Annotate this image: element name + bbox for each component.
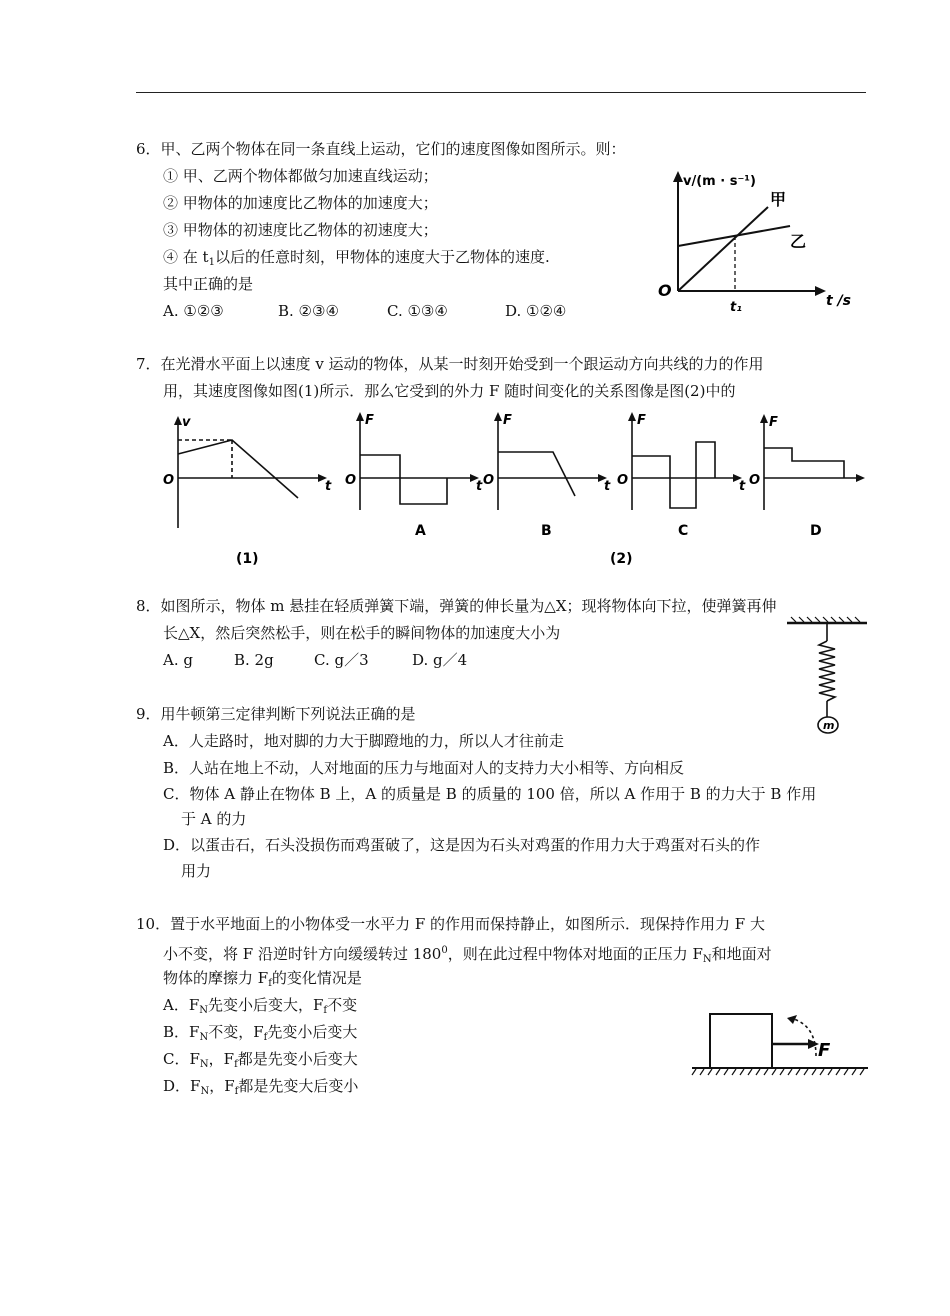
q7-figC-F-label: F bbox=[637, 413, 646, 428]
q9-option-c-line-2: 于 A 的力 bbox=[181, 810, 247, 828]
q9-option-a: A．人走路时，地对脚的力大于脚蹬地的力，所以人才往前走 bbox=[163, 732, 564, 750]
q7-figA-F-arrow bbox=[356, 412, 364, 421]
q7-figC-F-arrow bbox=[628, 412, 636, 421]
q7-figB-t-label: t bbox=[604, 479, 611, 494]
q8-option-b: B. 2g bbox=[234, 651, 274, 669]
q6-jia-label: 甲 bbox=[770, 190, 787, 209]
q6-y-label: v/(m · s⁻¹) bbox=[683, 174, 756, 189]
q8-option-a: A. g bbox=[163, 651, 193, 669]
q7-figA-force bbox=[360, 455, 447, 504]
q9-option-b: B．人站在地上不动，人对地面的压力与地面对人的支持力大小相等、方向相反 bbox=[163, 759, 685, 777]
q10-option-c: C．$F_N$，$F_f$都是先变小后变大 bbox=[163, 1050, 358, 1070]
q6-option-b: B. ②③④ bbox=[278, 302, 339, 320]
q7-figB-origin: O bbox=[483, 473, 495, 488]
q9-option-d-line-1: D．以蛋击石，石头没损伤而鸡蛋破了，这是因为石头对鸡蛋的作用力大于鸡蛋对石头的作 bbox=[163, 836, 761, 854]
q9-option-d-line-2: 用力 bbox=[181, 862, 212, 880]
q10-line-3: 物体的摩擦力 $F_f$的变化情况是 bbox=[163, 969, 362, 989]
q10-force-label: F bbox=[818, 1040, 831, 1061]
q7-figD-F-label: F bbox=[769, 415, 778, 430]
q7-label-c: C bbox=[678, 523, 689, 539]
q6-ask: 其中正确的是 bbox=[163, 275, 254, 293]
q8-spring-coil bbox=[819, 641, 835, 701]
q7-figD-origin: O bbox=[749, 473, 761, 488]
q6-yi-label: 乙 bbox=[790, 232, 807, 251]
q6-statement-4: ④ 在 $t_1$以后的任意时刻，甲物体的速度大于乙物体的速度. bbox=[163, 248, 550, 268]
q7-figD-t-arrow bbox=[856, 474, 865, 482]
q10-block-figure bbox=[690, 1010, 870, 1120]
q7-figD-force bbox=[764, 448, 844, 478]
q7-fig1-v-arrow bbox=[174, 416, 182, 425]
q9-option-c-line-1: C．物体 A 静止在物体 B 上，A 的质量是 B 的质量的 100 倍，所以 A 作用于 B 的力大于 B 作用 bbox=[163, 785, 817, 803]
q7-fig1-velocity-line bbox=[178, 440, 298, 498]
q8-option-c: C. g／3 bbox=[314, 651, 369, 669]
q7-figB-F-label: F bbox=[503, 413, 512, 428]
q7-fig1-v-label: v bbox=[182, 415, 191, 430]
q8-mass-label: m bbox=[823, 719, 835, 732]
q7-figC-force bbox=[632, 442, 715, 508]
q6-x-label: t /s bbox=[826, 293, 852, 309]
q10-line-2: 小不变，将 F 沿逆时针方向缓缓转过 $180^0$，则在此过程中物体对地面的正压力 $F_N$和地面对 bbox=[163, 945, 772, 965]
q9-stem: 9．用牛顿第三定律判断下列说法正确的是 bbox=[136, 705, 416, 723]
q7-label-b: B bbox=[541, 523, 552, 539]
q7-fig2-caption: (2) bbox=[610, 551, 633, 567]
q7-fig1-origin: O bbox=[163, 473, 175, 488]
q7-label-a: A bbox=[415, 523, 426, 539]
q6-line-yi bbox=[678, 226, 790, 246]
q7-figC-t-label: t bbox=[739, 479, 746, 494]
q6-option-c: C. ①③④ bbox=[387, 302, 448, 320]
q8-line-2: 长△X，然后突然松手，则在松手的瞬间物体的加速度大小为 bbox=[163, 624, 561, 642]
q7-figC-origin: O bbox=[617, 473, 629, 488]
q6-statement-1: ① 甲、乙两个物体都做匀加速直线运动； bbox=[163, 167, 438, 185]
q8-option-d: D. g／4 bbox=[412, 651, 468, 669]
q7-figA-origin: O bbox=[345, 473, 357, 488]
q6-option-d: D. ①②④ bbox=[505, 302, 567, 320]
header-rule bbox=[136, 92, 866, 93]
q7-line-2: 用，其速度图像如图(1)所示．那么它受到的外力 F 随时间变化的关系图像是图(2)中的 bbox=[163, 382, 736, 400]
q7-figB-force bbox=[498, 452, 575, 496]
q7-label-d: D bbox=[810, 523, 822, 539]
q6-statement-2: ② 甲物体的加速度比乙物体的加速度大； bbox=[163, 194, 438, 212]
q7-figA-t-label: t bbox=[476, 479, 483, 494]
q6-line-jia bbox=[678, 207, 768, 291]
q6-statement-3: ③ 甲物体的初速度比乙物体的初速度大； bbox=[163, 221, 438, 239]
q8-line-1: 8．如图所示，物体 m 悬挂在轻质弹簧下端，弹簧的伸长量为△X；现将物体向下拉，使弹簧再伸 bbox=[136, 597, 777, 615]
q10-line-1: 10．置于水平地面上的小物体受一水平力 F 的作用而保持静止，如图所示．现保持作用力 F 大 bbox=[136, 915, 765, 933]
q7-line-1: 7．在光滑水平面上以速度 v 运动的物体，从某一时刻开始受到一个跟运动方向共线的力的作用 bbox=[136, 355, 764, 373]
q6-stem: 6．甲、乙两个物体在同一条直线上运动，它们的速度图像如图所示。则： bbox=[136, 140, 626, 158]
q8-spring-figure bbox=[785, 615, 870, 740]
q10-option-d: D．$F_N$，$F_f$都是先变大后变小 bbox=[163, 1077, 359, 1097]
q7-fig1-caption: (1) bbox=[236, 551, 259, 567]
q6-option-a: A. ①②③ bbox=[163, 302, 224, 320]
q6-t1-label: t₁ bbox=[730, 300, 742, 315]
q7-figA-F-label: F bbox=[365, 413, 374, 428]
q7-fig1-t-label: t bbox=[325, 479, 332, 494]
q10-rotation-arc bbox=[790, 1018, 816, 1056]
q7-figB-F-arrow bbox=[494, 412, 502, 421]
q7-graphs bbox=[160, 408, 870, 573]
q6-x-arrow bbox=[815, 286, 826, 296]
q6-y-arrow bbox=[673, 171, 683, 182]
q10-block bbox=[710, 1014, 772, 1068]
q10-option-a: A．$F_N$先变小后变大，$F_f$不变 bbox=[163, 996, 358, 1016]
q6-origin: O bbox=[658, 281, 672, 300]
q7-figD-F-arrow bbox=[760, 414, 768, 423]
q10-option-b: B．$F_N$不变，$F_f$先变小后变大 bbox=[163, 1023, 358, 1043]
q6-velocity-graph bbox=[650, 165, 860, 315]
